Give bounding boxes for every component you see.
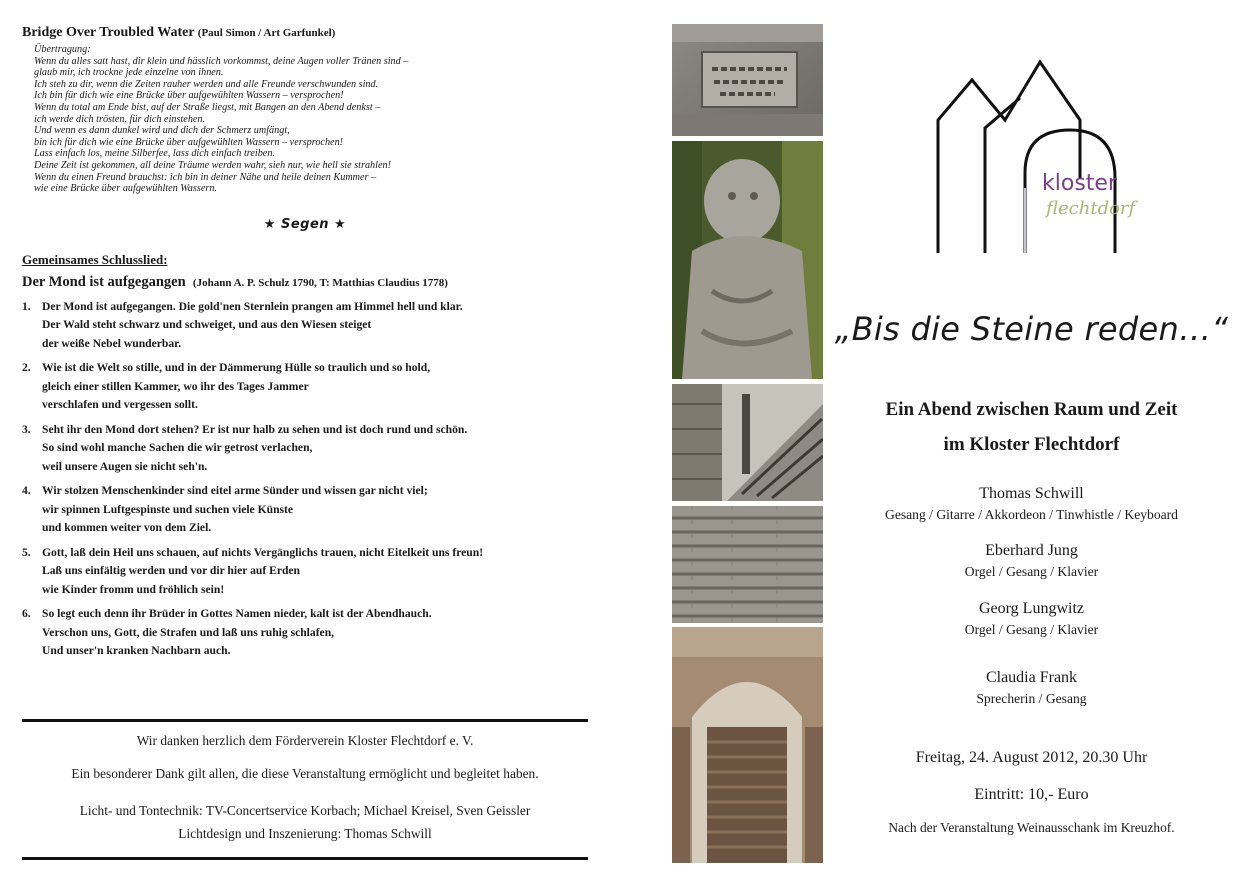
performer-role: Orgel / Gesang / Klavier <box>964 622 1099 637</box>
event-subtitle <box>834 392 1229 462</box>
performer-role: Gesang / Gitarre / Akkordeon / Tinwhistle / Keyboard <box>885 507 1178 522</box>
performer <box>834 541 1229 581</box>
translation <box>34 44 588 195</box>
verse-line: verschlafen und vergessen sollt. <box>42 398 198 412</box>
closing-song-authors: (Johann A. P. Schulz 1790, T: Matthias Claudius 1778) <box>192 276 448 289</box>
verse-line: Wir stolzen Menschenkinder sind eitel arme Sünder und wissen gar nicht viel; <box>42 484 428 498</box>
verse <box>22 482 588 537</box>
verse-number: 3. <box>22 422 31 436</box>
verse-line: Gott, laß dein Heil uns schauen, auf nichts Vergänglichs trauen, nicht Eitelkeit uns freun! <box>42 545 484 559</box>
performer-name: Thomas Schwill <box>979 485 1084 502</box>
closing-song-title-text: Der Mond ist aufgegangen <box>22 273 186 290</box>
stone-staircase-photo <box>672 384 823 501</box>
song-title <box>22 24 588 42</box>
verse-line: Der Mond ist aufgegangen. Die gold'nen Sternlein prangen am Himmel hell und klar. <box>42 299 463 313</box>
event-note: Nach der Veranstaltung Weinausschank im Kreuzhof. <box>888 820 1175 835</box>
stone-statue-photo <box>672 141 823 379</box>
stone-wall-photo <box>672 506 823 623</box>
credits-line: Lichtdesign und Inszenierung: Thomas Schwill <box>178 826 432 841</box>
verse-line: So sind wohl manche Sachen die wir getrost verlachen, <box>42 441 313 455</box>
thanks-block <box>22 732 588 842</box>
stone-inscription-photo <box>672 24 823 136</box>
verse-list <box>22 298 588 661</box>
verse-line: wie Kinder fromm und fröhlich sein! <box>42 582 225 596</box>
translation-line: Deine Zeit ist gekommen, all deine Träume werden wahr, sieh nur, wie hell sie strahlen! <box>34 159 391 171</box>
divider-top <box>22 719 588 722</box>
segen-heading: ★ Segen ★ <box>263 216 347 232</box>
verse-line: So legt euch denn ihr Brüder in Gottes Namen nieder, kalt ist der Abendhauch. <box>42 607 432 621</box>
verse-line: wir spinnen Luftgespinste und suchen viele Künste <box>42 502 294 516</box>
translation-line: bin ich für dich wie eine Brücke über aufgewühlten Wassern – versprochen! <box>34 136 344 148</box>
verse <box>22 605 588 660</box>
performer <box>834 599 1229 639</box>
song-title-text: Bridge Over Troubled Water <box>22 25 195 40</box>
logo-word-flechtdorf: flechtdorf <box>1046 198 1136 219</box>
verse-line: Seht ihr den Mond dort stehen? Er ist nur halb zu sehen und ist doch rund und schön. <box>42 422 468 436</box>
kloster-flechtdorf-logo <box>930 58 1140 258</box>
performer-role: Orgel / Gesang / Klavier <box>964 564 1099 579</box>
divider-bottom <box>22 857 588 860</box>
performer-name: Eberhard Jung <box>985 542 1078 559</box>
closing-song-title <box>22 273 588 292</box>
performer-name: Claudia Frank <box>985 669 1078 686</box>
song-authors: (Paul Simon / Art Garfunkel) <box>197 27 336 39</box>
translation-line: Wenn du total am Ende bist, auf der Straße liegst, mit Bangen an den Abend denkst – <box>34 101 381 113</box>
verse-number: 4. <box>22 484 31 498</box>
verse-line: gleich einer stillen Kammer, wo ihr des Tages Jammer <box>42 379 309 393</box>
translation-line: wie eine Brücke über aufgewühlten Wassern. <box>34 183 217 195</box>
event-date: Freitag, 24. August 2012, 20.30 Uhr <box>915 749 1148 766</box>
performer <box>834 484 1229 524</box>
admission-price: Eintritt: 10,- Euro <box>974 786 1089 803</box>
verse-line: Laß uns einfältig werden und vor dir hier auf Erden <box>42 564 301 578</box>
verse-line: weil unsere Augen sie nicht seh'n. <box>42 459 208 473</box>
credits-line: Licht- und Tontechnik: TV-Concertservice Korbach; Michael Kreisel, Sven Geissler <box>79 803 531 818</box>
verse <box>22 359 588 414</box>
verse <box>22 544 588 599</box>
translation-line: Lass einfach los, meine Silberfee, lass dich einfach treiben. <box>34 148 275 160</box>
event-subtitle-line: im Kloster Flechtdorf <box>943 434 1120 455</box>
event-subtitle-line: Ein Abend zwischen Raum und Zeit <box>885 399 1178 420</box>
verse <box>22 421 588 476</box>
performer-role: Sprecherin / Gesang <box>976 691 1087 706</box>
verse-line: Verschon uns, Gott, die Strafen und laß uns ruhig schlafen, <box>42 625 335 639</box>
translation-line: Und wenn es dann dunkel wird und dich der Schmerz umfängt, <box>34 125 290 137</box>
verse-line: der weiße Nebel wunderbar. <box>42 336 182 350</box>
translation-line: Ich bin für dich wie eine Brücke über aufgewühlten Wassern – versprochen! <box>34 90 344 102</box>
stone-archway-photo <box>672 627 823 863</box>
left-column <box>22 24 588 667</box>
translation-line: Ich steh zu dir, wenn die Zeiten rauher werden und alle Freunde verschwunden sind. <box>34 78 379 90</box>
thanks-line: Wir danken herzlich dem Förderverein Kloster Flechtdorf e. V. <box>136 733 474 748</box>
translation-line: Wenn du alles satt hast, dir klein und hässlich vorkommst, deine Augen voller Tränen sind – <box>34 55 409 67</box>
translation-line: glaub mir, ich trockne jede einzelne von ihnen. <box>34 67 224 79</box>
performer-name: Georg Lungwitz <box>978 600 1084 617</box>
verse-number: 1. <box>22 299 31 313</box>
event-title: „Bis die Steine reden…“ <box>834 310 1229 348</box>
logo-word-kloster: kloster <box>1042 171 1117 196</box>
verse-line: Und unser'n kranken Nachbarn auch. <box>42 644 231 658</box>
closing-song-label: Gemeinsames Schlusslied: <box>22 251 168 267</box>
verse-line: Der Wald steht schwarz und schweiget, und aus den Wiesen steiget <box>42 318 372 332</box>
verse-line: und kommen weiter von dem Ziel. <box>42 521 212 535</box>
performer <box>834 668 1229 708</box>
translation-label: Übertragung: <box>34 44 91 55</box>
verse-number: 5. <box>22 545 31 559</box>
thanks-line: Ein besonderer Dank gilt allen, die diese Veranstaltung ermöglicht und begleitet haben. <box>71 766 539 781</box>
translation-line: Wenn du einen Freund brauchst: ich bin in deiner Nähe und heile deinen Kummer – <box>34 171 377 183</box>
verse <box>22 298 588 353</box>
verse-line: Wie ist die Welt so stille, und in der Dämmerung Hülle so traulich und so hold, <box>42 361 431 375</box>
verse-number: 6. <box>22 607 31 621</box>
translation-line: ich werde dich trösten, für dich einstehen. <box>34 113 206 125</box>
verse-number: 2. <box>22 361 31 375</box>
